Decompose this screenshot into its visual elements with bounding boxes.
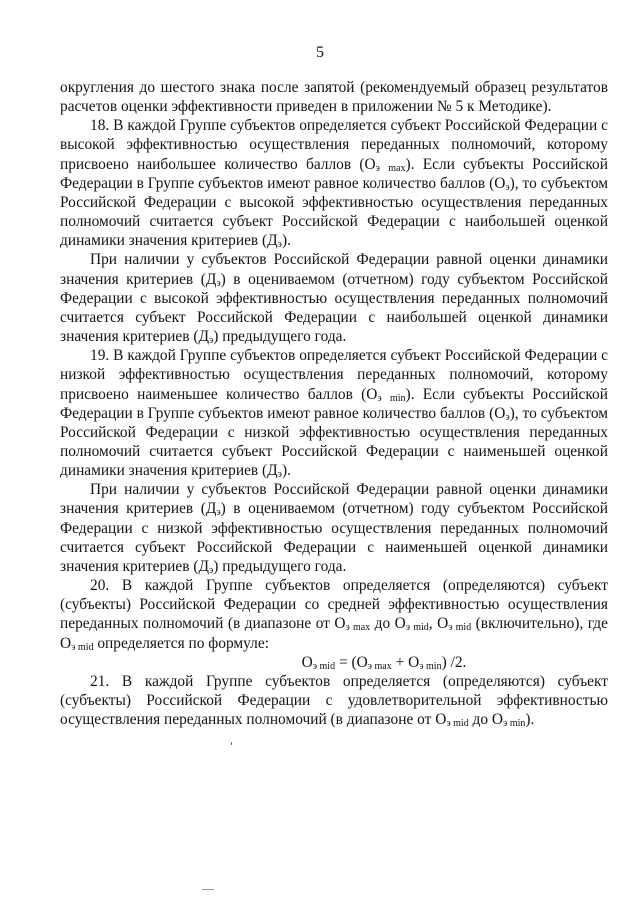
paragraph-21	[60, 672, 608, 729]
paragraph-text: ).	[281, 232, 291, 250]
subscript: э mid	[405, 622, 429, 634]
formula-text: = (О	[335, 653, 368, 671]
paragraph-text: При наличии у субъектов Российской Федерации равной оценки динамики значения критериев (Д	[60, 251, 608, 288]
paragraph-text: до О	[468, 711, 504, 729]
paragraph-continuation	[60, 78, 608, 116]
paragraph-text: определяется по формуле:	[93, 634, 269, 652]
subscript: min	[389, 392, 406, 404]
paragraph-text: , О	[428, 615, 449, 633]
paragraph-text: ), то субъектом Российской Федерации с высокой эффективностью осуществления переданных полномочий считается субъект Российской Федерации с наибольшей оценкой динамики значения критериев (Д	[60, 174, 608, 250]
page-number: 5	[316, 44, 324, 61]
scan-artifact	[202, 889, 214, 890]
formula-text: ) /2.	[441, 653, 467, 671]
subscript: э	[505, 411, 510, 423]
paragraph-text: ).	[281, 462, 291, 480]
subscript: э	[208, 335, 214, 347]
subscript: э mid	[71, 641, 94, 653]
paragraph-text: ).	[525, 711, 535, 729]
paragraph-18-tiebreak	[60, 250, 608, 346]
subscript: э max	[345, 622, 371, 634]
formula-text: + О	[391, 653, 420, 671]
subscript: э	[505, 181, 510, 193]
subscript: э	[208, 564, 214, 576]
paragraph-20	[60, 576, 608, 653]
subscript: max	[388, 162, 406, 174]
subscript: э	[277, 469, 282, 481]
paragraph-text: 21. В каждой Группе субъектов определяется (определяются) субъект (субъекты) Российской Федерации с удовлетворительной эффективностью осуществления переданных полномочий (в диапазоне от О	[60, 672, 608, 729]
paragraph-text: ) предыдущего года.	[213, 328, 347, 346]
subscript: э mid	[448, 622, 472, 634]
paragraph-text: ) в оцениваемом (отчетном) году субъектом Российской Федерации с низкой эффективностью осуществления переданных полномочий считается субъект Российской Федерации с наименьшей оценкой динамики значения критериев (Д	[60, 500, 608, 575]
paragraph-text	[382, 386, 390, 403]
formula	[60, 653, 608, 672]
paragraph-text: ) в оцениваемом (отчетном) году субъектом Российской Федерации с высокой эффективностью осуществления переданных полномочий считается субъект Российской Федерации с наибольшей оценкой динамики значения критериев (Д	[60, 270, 608, 346]
paragraph-text: ) предыдущего года.	[213, 557, 347, 575]
paragraph-text: ). Если субъекты Российской Федерации в Группе субъектов имеют равное количество баллов (О	[60, 385, 608, 422]
paragraph-text: 20. В каждой Группе субъектов определяется (определяются) субъект (субъекты) Российской Федерации со средней эффективностью осуществления переданных полномочий (в диапазоне от О	[60, 577, 608, 633]
subscript: э max	[367, 660, 392, 672]
paragraph-text: округления до шестого знака после запятой (рекомендуемый образец результатов расчетов оценки эффективности приведен в приложении № 5 к Методике).	[60, 79, 608, 116]
paragraph-text: 19. В каждой Группе субъектов определяется субъект Российской Федерации с низкой эффективностью осуществления переданных полномочий, которому присвоено наименьшее количество баллов (О	[60, 347, 608, 403]
paragraph-text: 18. В каждой Группе субъектов определяется субъект Российской Федерации с высокой эффективностью осуществления переданных полномочий, которому присвоено наибольшее количество баллов (О	[60, 117, 608, 173]
paragraph-text: (включительно), где О	[60, 615, 608, 652]
paragraph-text	[380, 156, 388, 173]
subscript: э	[216, 507, 221, 519]
subscript: э	[216, 277, 221, 289]
paragraph-19-tiebreak	[60, 480, 608, 576]
subscript: э mid	[446, 718, 469, 730]
subscript: э	[277, 239, 282, 251]
paragraph-text: ), то субъектом Российской Федерации с низкой эффективностью осуществления переданных полномочий считается субъект Российской Федерации с наименьшей оценкой динамики значения критериев (Д	[60, 404, 608, 480]
subscript: э	[377, 392, 382, 404]
scan-speck	[231, 742, 232, 745]
paragraph-text: При наличии у субъектов Российской Федерации равной оценки динамики значения критериев (Д	[60, 481, 608, 518]
paragraph-text: до О	[370, 615, 406, 633]
subscript: э	[375, 162, 380, 174]
document-body	[60, 78, 608, 729]
subscript: э min	[503, 718, 526, 730]
formula-text: О	[301, 653, 313, 671]
paragraph-19	[60, 346, 608, 480]
subscript: э min	[419, 660, 442, 672]
paragraph-text: ). Если субъекты Российской Федерации в Группе субъектов имеют равное количество баллов (О	[60, 155, 608, 192]
paragraph-18	[60, 116, 608, 250]
subscript: э mid	[312, 660, 336, 672]
